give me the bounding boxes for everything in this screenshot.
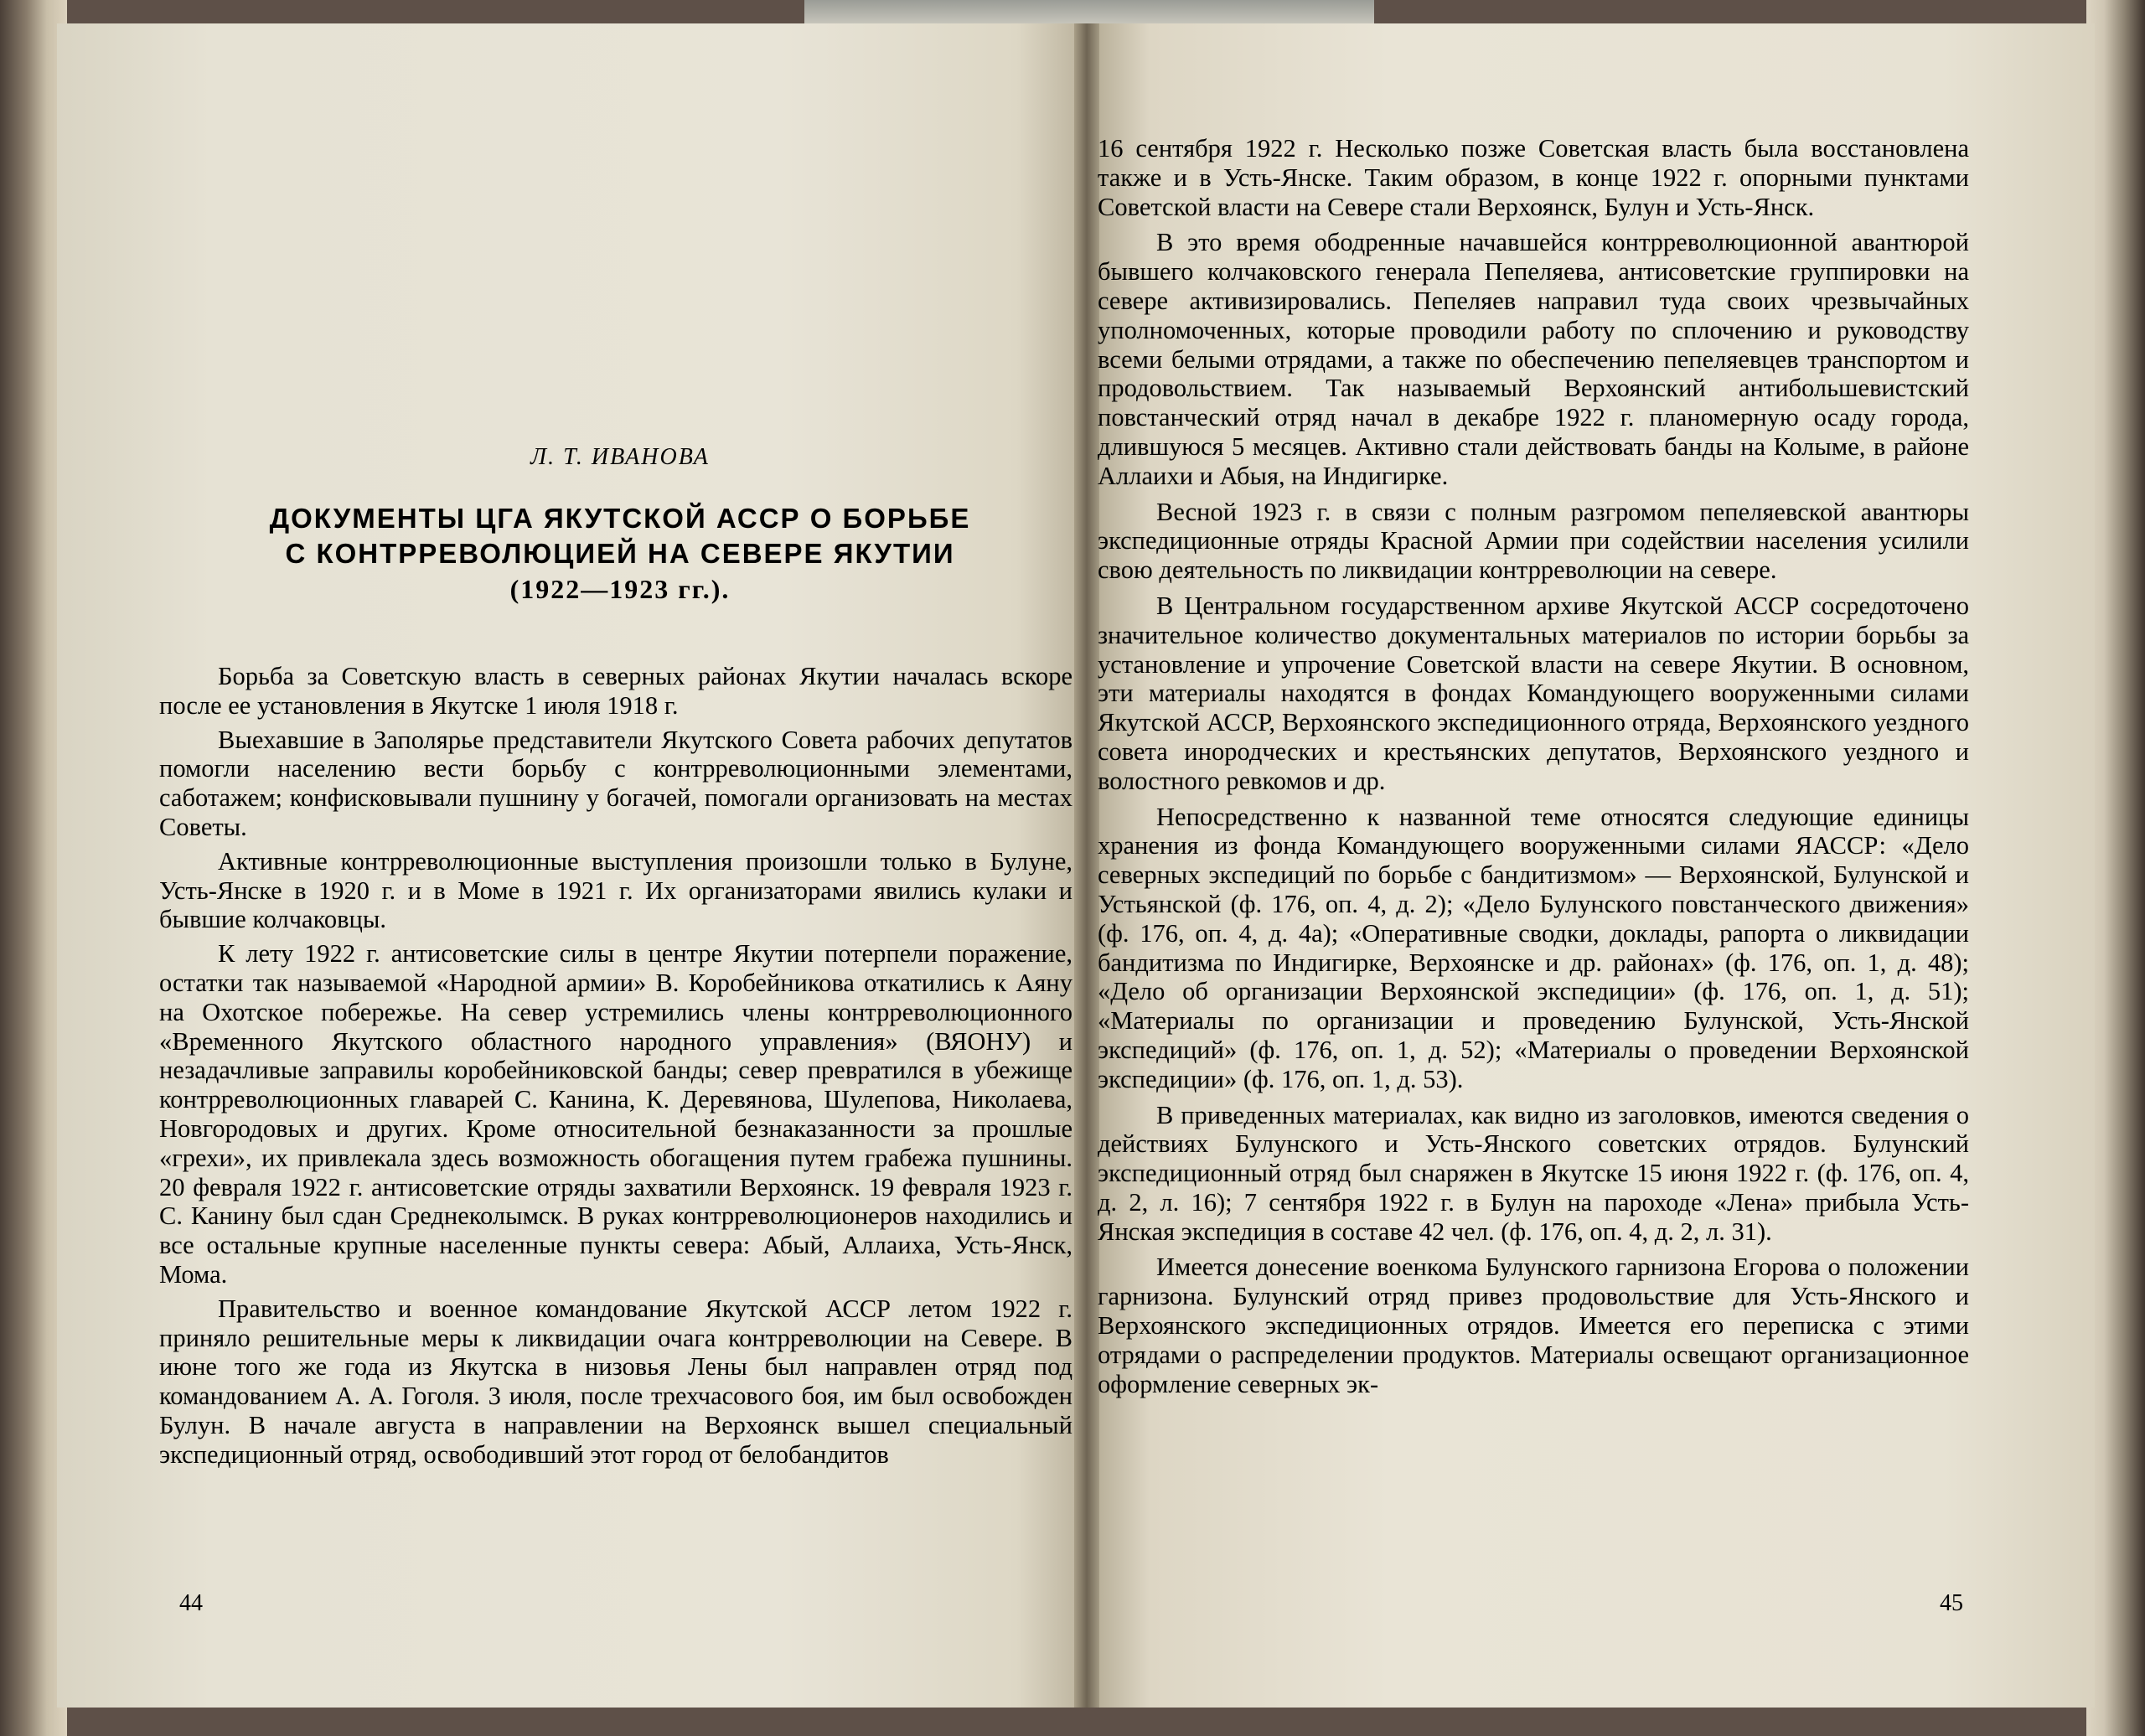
paragraph: Непосредственно к названной теме относятся следующие единицы хранения из фонда Командующего вооруженными силами ЯАССР: «Дело северных экспедиций по борьбе с бандитизмом» — Верхоянской, Булунской и Устьянской (ф. 176, оп. 4, д. 2); «Дело Булунского повстанческого движения» (ф. 176, оп. 4, д. 4а); «Оперативные сводки, доклады, рапорта о ликвидации бандитизма по Индигирке, Верхоянске и др. районах» (ф. 176, оп. 1, д. 48); «Дело об организации Верхоянской экспедиции» (ф. 176, оп. 1, д. 51); «Материалы по организации и проведению Булунской, Усть-Янской экспедиций» (ф. 176, оп. 1, д. 52); «Материалы о проведении Верхоянской экспедиции» (ф. 176, оп. 1, д. 53). [1098,802,1969,1093]
page-number-right: 45 [1940,1590,1963,1616]
title-line-2: С КОНТРРЕВОЛЮЦИЕЙ НА СЕВЕРЕ ЯКУТИИ [285,538,955,569]
paragraph: Весной 1923 г. в связи с полным разгромом пепеляевской авантюры экспедиционные отряды Красной Армии при содействии населения усилили свою деятельность по ликвидации контрреволюции на севере. [1098,497,1969,585]
paragraph: Имеется донесение военкома Булунского гарнизона Егорова о положении гарнизона. Булунский отряд привез продовольствие для Усть-Янского и Верхоянского экспедиционных отрядов. Имеется его переписка с этими отрядами о распределении продуктов. Материалы освещают организационное оформление северных эк- [1098,1253,1969,1398]
title-line-1: ДОКУМЕНТЫ ЦГА ЯКУТСКОЙ АССР О БОРЬБЕ [269,503,971,534]
paragraph: К лету 1922 г. антисоветские силы в центре Якутии потерпели поражение, остатки так называемой «Народной армии» В. Коробейникова откатились к Аяну на Охотское побережье. На север устремились члены контрреволюционного «Временного Якутского областного народного управления» (ВЯОНУ) и незадачливые заправилы коробейниковской банды; север превратился в убежище контрреволюционных главарей С. Канина, К. Деревянова, Шулепова, Николаева, Новгородовых и других. Кроме относительной безнаказанности за прошлые «грехи», их привлекала здесь возможность обогащения путем грабежа пушнины. 20 февраля 1922 г. антисоветские отряды захватили Верхоянск. 19 февраля 1923 г. С. Канину был сдан Среднеколымск. В руках контрреволюционеров находились и все остальные крупные населенные пункты севера: Абый, Аллаиха, Усть-Янск, Мома. [159,939,1072,1289]
book-edge-right [2086,0,2145,1736]
right-page-body [1098,134,1969,1398]
paragraph: Выехавшие в Заполярье представители Якутского Совета рабочих депутатов помогли населению вести борьбу с контрреволюционными элементами, саботажем; конфисковывали пушнину у богачей, помогали организовать на местах Советы. [159,725,1072,841]
left-page-body [159,662,1072,1470]
author-name: Л. Т. ИВАНОВА [530,444,710,470]
book-gutter [1074,23,1099,1708]
page-number-left: 44 [179,1590,203,1616]
spine-binding-strip [804,0,1374,25]
paragraph-continued: 16 сентября 1922 г. Несколько позже Советская власть была восстановлена также и в Усть-Янске. Таким образом, в конце 1922 г. опорными пунктами Советской власти на Севере стали Верхоянск, Булун и Усть-Янск. [1098,134,1969,221]
paragraph: В Центральном государственном архиве Якутской АССР сосредоточено значительное количество документальных материалов по истории борьбы за установление и упрочение Советской власти на севере Якутии. В основном, эти материалы находятся в фондах Командующего вооруженными силами Якутской АССР, Верхоянского экспедиционного отряда, Верхоянского уездного совета инородческих и крестьянских депутатов, Верхоянского уездного и волостного ревкомов и др. [1098,591,1969,795]
paragraph: Борьба за Советскую власть в северных районах Якутии началась вскоре после ее установления в Якутске 1 июля 1918 г. [159,662,1072,720]
paragraph: Правительство и военное командование Якутской АССР летом 1922 г. приняло решительные меры к ликвидации очага контрреволюции на Севере. В июне того же года из Якутска в низовья Лены был направлен отряд под командованием А. А. Гоголя. 3 июля, после трехчасового боя, им был освобожден Булун. В начале августа в направлении на Верхоянск вышел специальный экспедиционный отряд, освободивший этот город от белобандитов [159,1294,1072,1469]
paragraph: Активные контрреволюционные выступления произошли только в Булуне, Усть-Янске в 1920 г. и в Моме в 1921 г. Их организаторами явились кулаки и бывшие колчаковцы. [159,846,1072,934]
paragraph: В приведенных материалах, как видно из заголовков, имеются сведения о действиях Булунского и Усть-Янского советских отрядов. Булунский экспедиционный отряд был снаряжен в Якутске 15 июня 1922 г. (ф. 176, оп. 4, д. 2, л. 16); 7 сентября 1922 г. в Булун на пароходе «Лена» прибыла Усть-Янская экспедиция в составе 42 чел. (ф. 176, оп. 4, д. 2, л. 31). [1098,1100,1969,1246]
article-title [218,501,1022,607]
title-years: (1922—1923 гг.). [509,574,731,604]
paragraph: В это время ободренные начавшейся контрреволюционной авантюрой бывшего колчаковского генерала Пепеляева, антисоветские группировки на севере активизировались. Пепеляев направил туда своих чрезвычайных уполномоченных, которые проводили работу по сплочению и руководству всеми белыми отрядами, а также по обеспечению пепеляевцев транспортом и продовольствием. Так называемый Верхоянский антибольшевистский повстанческий отряд начал в декабре 1922 г. планомерную осаду города, длившуюся 5 месяцев. Активно стали действовать банды на Колыме, в районе Аллаихи и Абыя, на Индигирке. [1098,228,1969,490]
